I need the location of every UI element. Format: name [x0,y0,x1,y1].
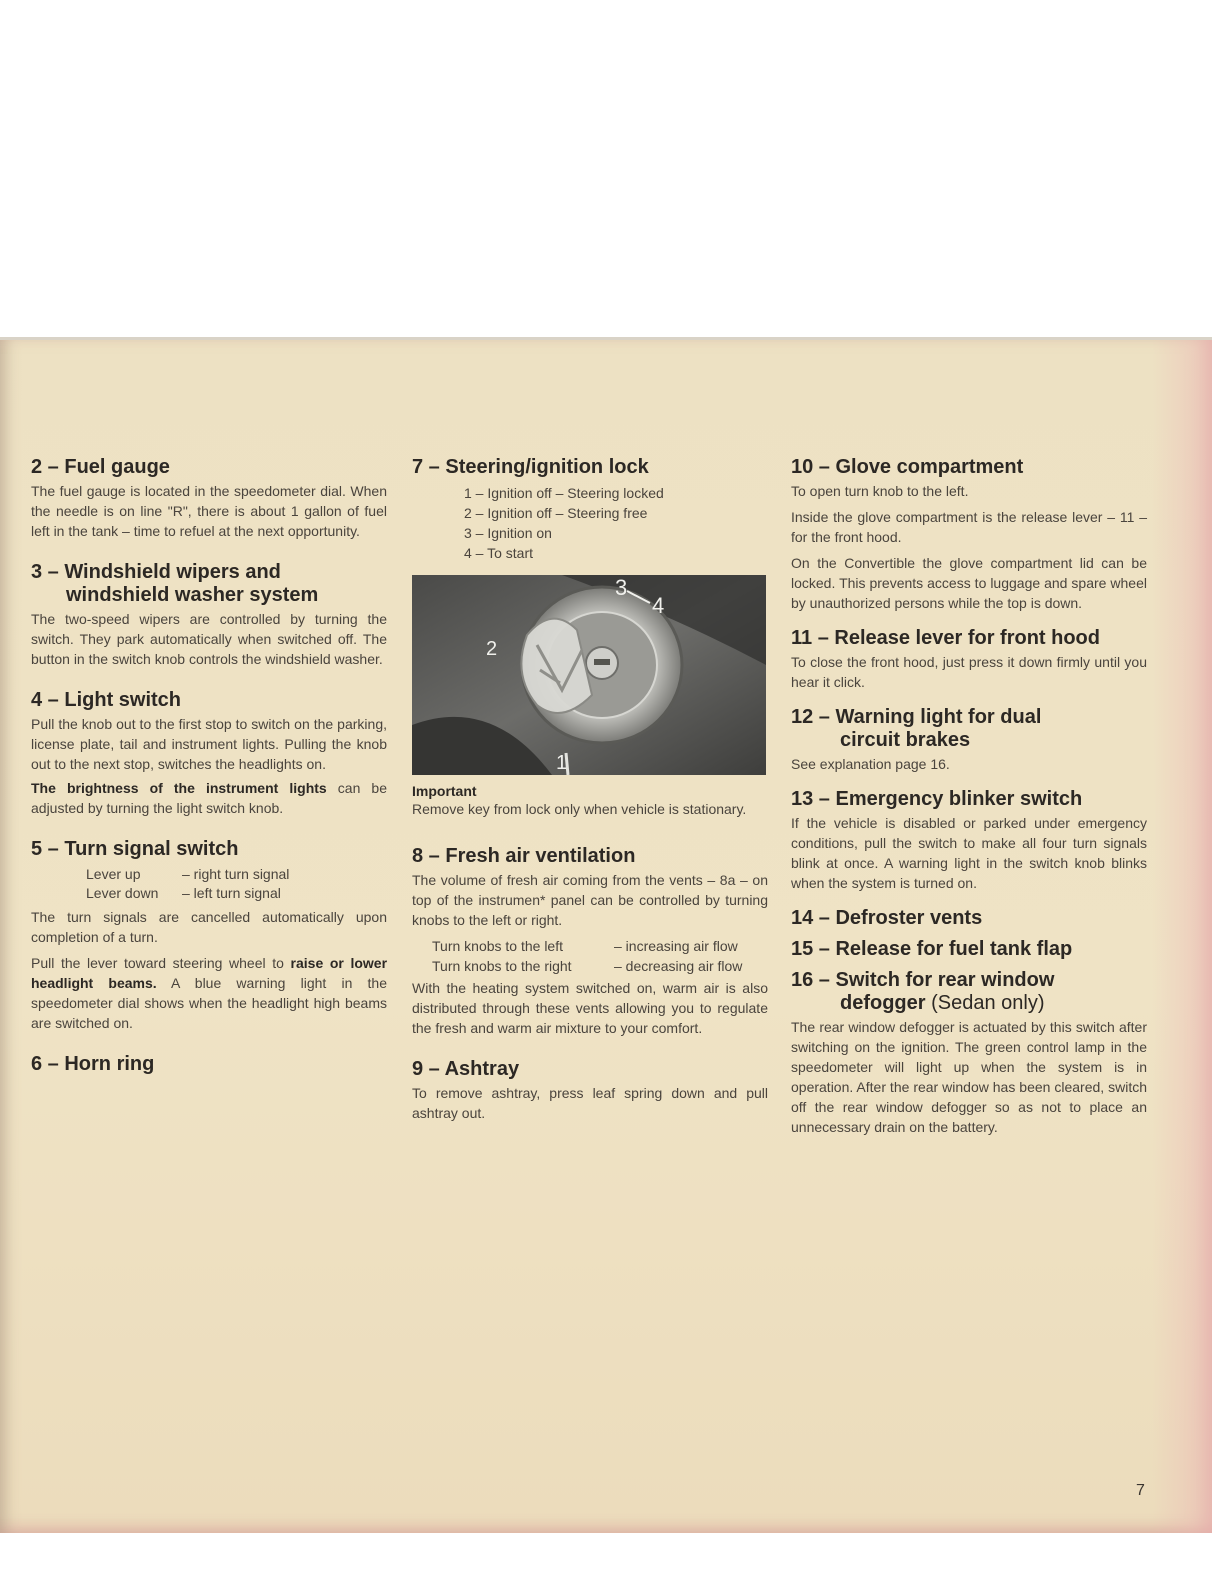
photo-label-2: 2 [486,638,498,660]
section-fresh-air-body: The volume of fresh air coming from the vents – 8a – on top of the instrumen* panel can be controlled by turning knobs to the left or right. [412,872,768,928]
ignition-position-item: 3 – Ignition on [464,525,552,541]
section-defogger-title [791,969,1147,1015]
airflow-row-key: Turn knobs to the left [432,938,563,954]
section-defogger-title-line2 [791,992,1147,1015]
airflow-row-value: – increasing air flow [614,938,738,954]
section-defroster-title: 14 – Defroster vents [791,907,983,929]
turn-signal-row-value: – right turn signal [182,866,290,882]
section-light-switch-title: 4 – Light switch [31,689,182,711]
section-defogger-body: The rear window defogger is actuated by this switch after switching on the ignition. The green control lamp in the speedometer will light up when the system is in operation. After the rear window has been cleared, switch off the rear window defogger so as not to place an unnecessary drain on the battery. [791,1019,1147,1135]
ignition-lock-photo [412,575,766,775]
section-turn-signal-body2 [31,953,387,1033]
airflow-row-value: – decreasing air flow [614,958,743,974]
turn-signal-row-key: Lever down [86,885,159,901]
ignition-positions-list [464,483,768,563]
section-wipers-body: The two-speed wipers are controlled by turning the switch. They park automatically when switched off. The button in the switch knob controls the windshield washer. [31,611,387,667]
photo-label-4: 4 [652,593,665,618]
section-turn-signal-body1: The turn signals are cancelled automatically upon completion of a turn. [31,909,387,945]
section-glove-body3: On the Convertible the glove compartment lid can be locked. This prevents access to luggage and spare wheel by unauthorized persons while the top is down. [791,555,1147,611]
section-horn-ring-title: 6 – Horn ring [31,1053,155,1075]
instrument-lights-bold: The brightness of the instrument lights [31,780,327,796]
manual-page [0,337,1212,1533]
section-wipers-title-line1: 3 – Windshield wipers and [31,561,281,583]
ignition-position-item: 4 – To start [464,545,534,561]
ignition-position-item: 1 – Ignition off – Steering locked [464,485,664,501]
section-glove-compartment-title: 10 – Glove compartment [791,456,1024,478]
headlight-text-b: A blue warning light in the speedometer dial shows when the headlight high beams are switched on. [31,975,387,1031]
section-ashtray-title: 9 – Ashtray [412,1058,520,1080]
section-wipers-title-line2: windshield washer system [66,584,319,606]
section-fuel-gauge-title: 2 – Fuel gauge [31,456,170,478]
section-dual-brakes-body: See explanation page 16. [791,756,950,772]
section-emergency-blinker-title: 13 – Emergency blinker switch [791,788,1083,810]
section-fresh-air-title: 8 – Fresh air ventilation [412,845,636,867]
section-fresh-air-body2: With the heating system switched on, warm air is also distributed through these vents allowing you to regulate the fresh and warm air mixture to your comfort. [412,980,768,1036]
section-front-hood-title: 11 – Release lever for front hood [791,627,1100,649]
important-title: Important [412,783,477,799]
photo-label-1: 1 [556,752,568,774]
ignition-position-item: 2 – Ignition off – Steering free [464,505,648,521]
turn-signal-row-key: Lever up [86,866,141,882]
section-dual-brakes-title-line2: circuit brakes [840,729,971,751]
airflow-row-key: Turn knobs to the right [432,958,572,974]
section-fuel-flap-title: 15 – Release for fuel tank flap [791,938,1073,960]
defogger-title-light: (Sedan only) [931,992,1045,1014]
section-ashtray-body: To remove ashtray, press leaf spring down and pull ashtray out. [412,1085,768,1121]
section-turn-signal-title: 5 – Turn signal switch [31,838,239,860]
column-right [791,456,1147,1143]
turn-signal-row-value: – left turn signal [182,885,281,901]
column-left [31,456,387,1076]
section-dual-brakes-title-line1: 12 – Warning light for dual [791,706,1042,728]
turn-signal-list [86,865,387,903]
airflow-row [432,956,768,976]
headlight-text-a: Pull the lever toward steering wheel to [31,955,284,971]
section-front-hood-body: To close the front hood, just press it down firmly until you hear it click. [791,654,1147,690]
photo-label-3: 3 [615,575,628,600]
page-number: 7 [1136,1482,1145,1499]
section-dual-brakes-title [791,706,1147,752]
section-glove-body1: To open turn knob to the left. [791,483,969,499]
section-defogger-title-line1: 16 – Switch for rear window [791,969,1055,991]
headlight-beams-bold: raise or lower headlight beams. [31,955,388,991]
section-light-switch-body2 [31,778,387,818]
section-glove-body2: Inside the glove compartment is the release lever – 11 – for the front hood. [791,509,1147,545]
section-wipers-title [31,561,387,607]
section-light-switch-body: Pull the knob out to the first stop to switch on the parking, license plate, tail and instrument lights. Pulling the knob out to the next stop, switches the headlights on. [31,716,387,772]
important-body: Remove key from lock only when vehicle is stationary. [412,801,747,817]
section-fuel-gauge-body: The fuel gauge is located in the speedometer dial. When the needle is on line "R", there is about 1 gallon of fuel left in the tank – time to refuel at the next opportunity. [31,483,387,539]
column-middle [412,456,768,1129]
instrument-lights-text: can be adjusted by turning the light switch knob. [31,780,387,816]
defogger-title-bold: defogger [840,992,926,1014]
airflow-list [432,936,768,976]
section-ignition-lock-title: 7 – Steering/ignition lock [412,456,649,478]
turn-signal-row [86,884,387,903]
turn-signal-row [86,865,387,884]
section-emergency-blinker-body: If the vehicle is disabled or parked under emergency conditions, pull the switch to make all four turn signals blink at once. A warning light in the switch knob blinks when the system is turned on. [791,815,1147,891]
airflow-row [432,936,768,956]
